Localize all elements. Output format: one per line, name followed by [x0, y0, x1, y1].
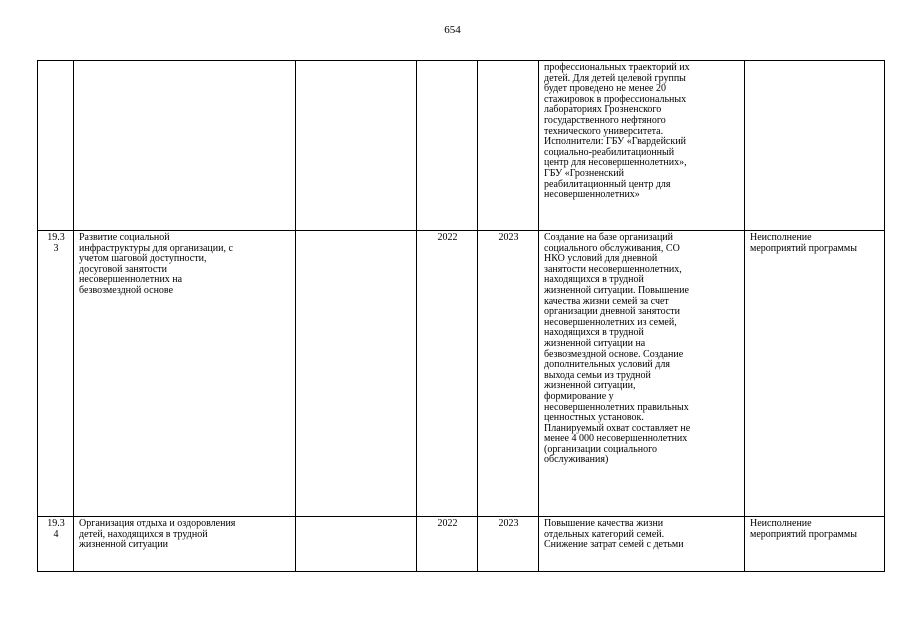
cell-measure-name [74, 61, 296, 231]
cell-expected-result: профессиональных траекторий их детей. Для детей целевой группы будет проведено не менее 20 стажировок в профессиональных лабораториях Грозненского государственного нефтяного технического университета. Исполнители: ГБУ «Гвардейский социально-реабилитационный центр для несовершеннолетних», ГБУ «Грозненский реабилитационный центр для несовершеннолетних» [539, 61, 745, 231]
measures-table [37, 60, 885, 572]
table-row [38, 61, 885, 231]
page-number: 654 [444, 24, 461, 36]
cell-start-year [417, 61, 478, 231]
cell-expected-result: Создание на базе организаций социального обслуживания, СО НКО условий для дневной занятости несовершеннолетних, находящихся в трудной жизненной ситуации. Повышение качества жизни семей за счет организации дневной занятости несовершеннолетних из семей, находящихся в трудной жизненной ситуации на безвозмездной основе. Создание дополнительных условий для выхода семьи из трудной жизненной ситуации, формирование у несовершеннолетних правильных ценностных установок. Планируемый охват составляет не менее 4 000 несовершеннолетних (организации социального обслуживания) [539, 231, 745, 517]
cell-responsible [296, 517, 417, 572]
cell-end-year: 2023 [478, 231, 539, 517]
cell-measure-name: Развитие социальной инфраструктуры для организации, с учетом шаговой доступности, досуговой занятости несовершеннолетних на безвозмездной основе [74, 231, 296, 517]
cell-measure-name: Организация отдыха и оздоровления детей, находящихся в трудной жизненной ситуации [74, 517, 296, 572]
cell-risk: Неисполнение мероприятий программы [745, 231, 885, 517]
cell-number [38, 61, 74, 231]
cell-responsible [296, 61, 417, 231]
cell-end-year [478, 61, 539, 231]
cell-start-year: 2022 [417, 231, 478, 517]
cell-number: 19.3 3 [38, 231, 74, 517]
cell-number: 19.3 4 [38, 517, 74, 572]
cell-risk: Неисполнение мероприятий программы [745, 517, 885, 572]
cell-end-year: 2023 [478, 517, 539, 572]
cell-responsible [296, 231, 417, 517]
cell-expected-result: Повышение качества жизни отдельных категорий семей. Снижение затрат семей с детьми [539, 517, 745, 572]
table-row [38, 517, 885, 572]
cell-start-year: 2022 [417, 517, 478, 572]
cell-risk [745, 61, 885, 231]
table-row [38, 231, 885, 517]
